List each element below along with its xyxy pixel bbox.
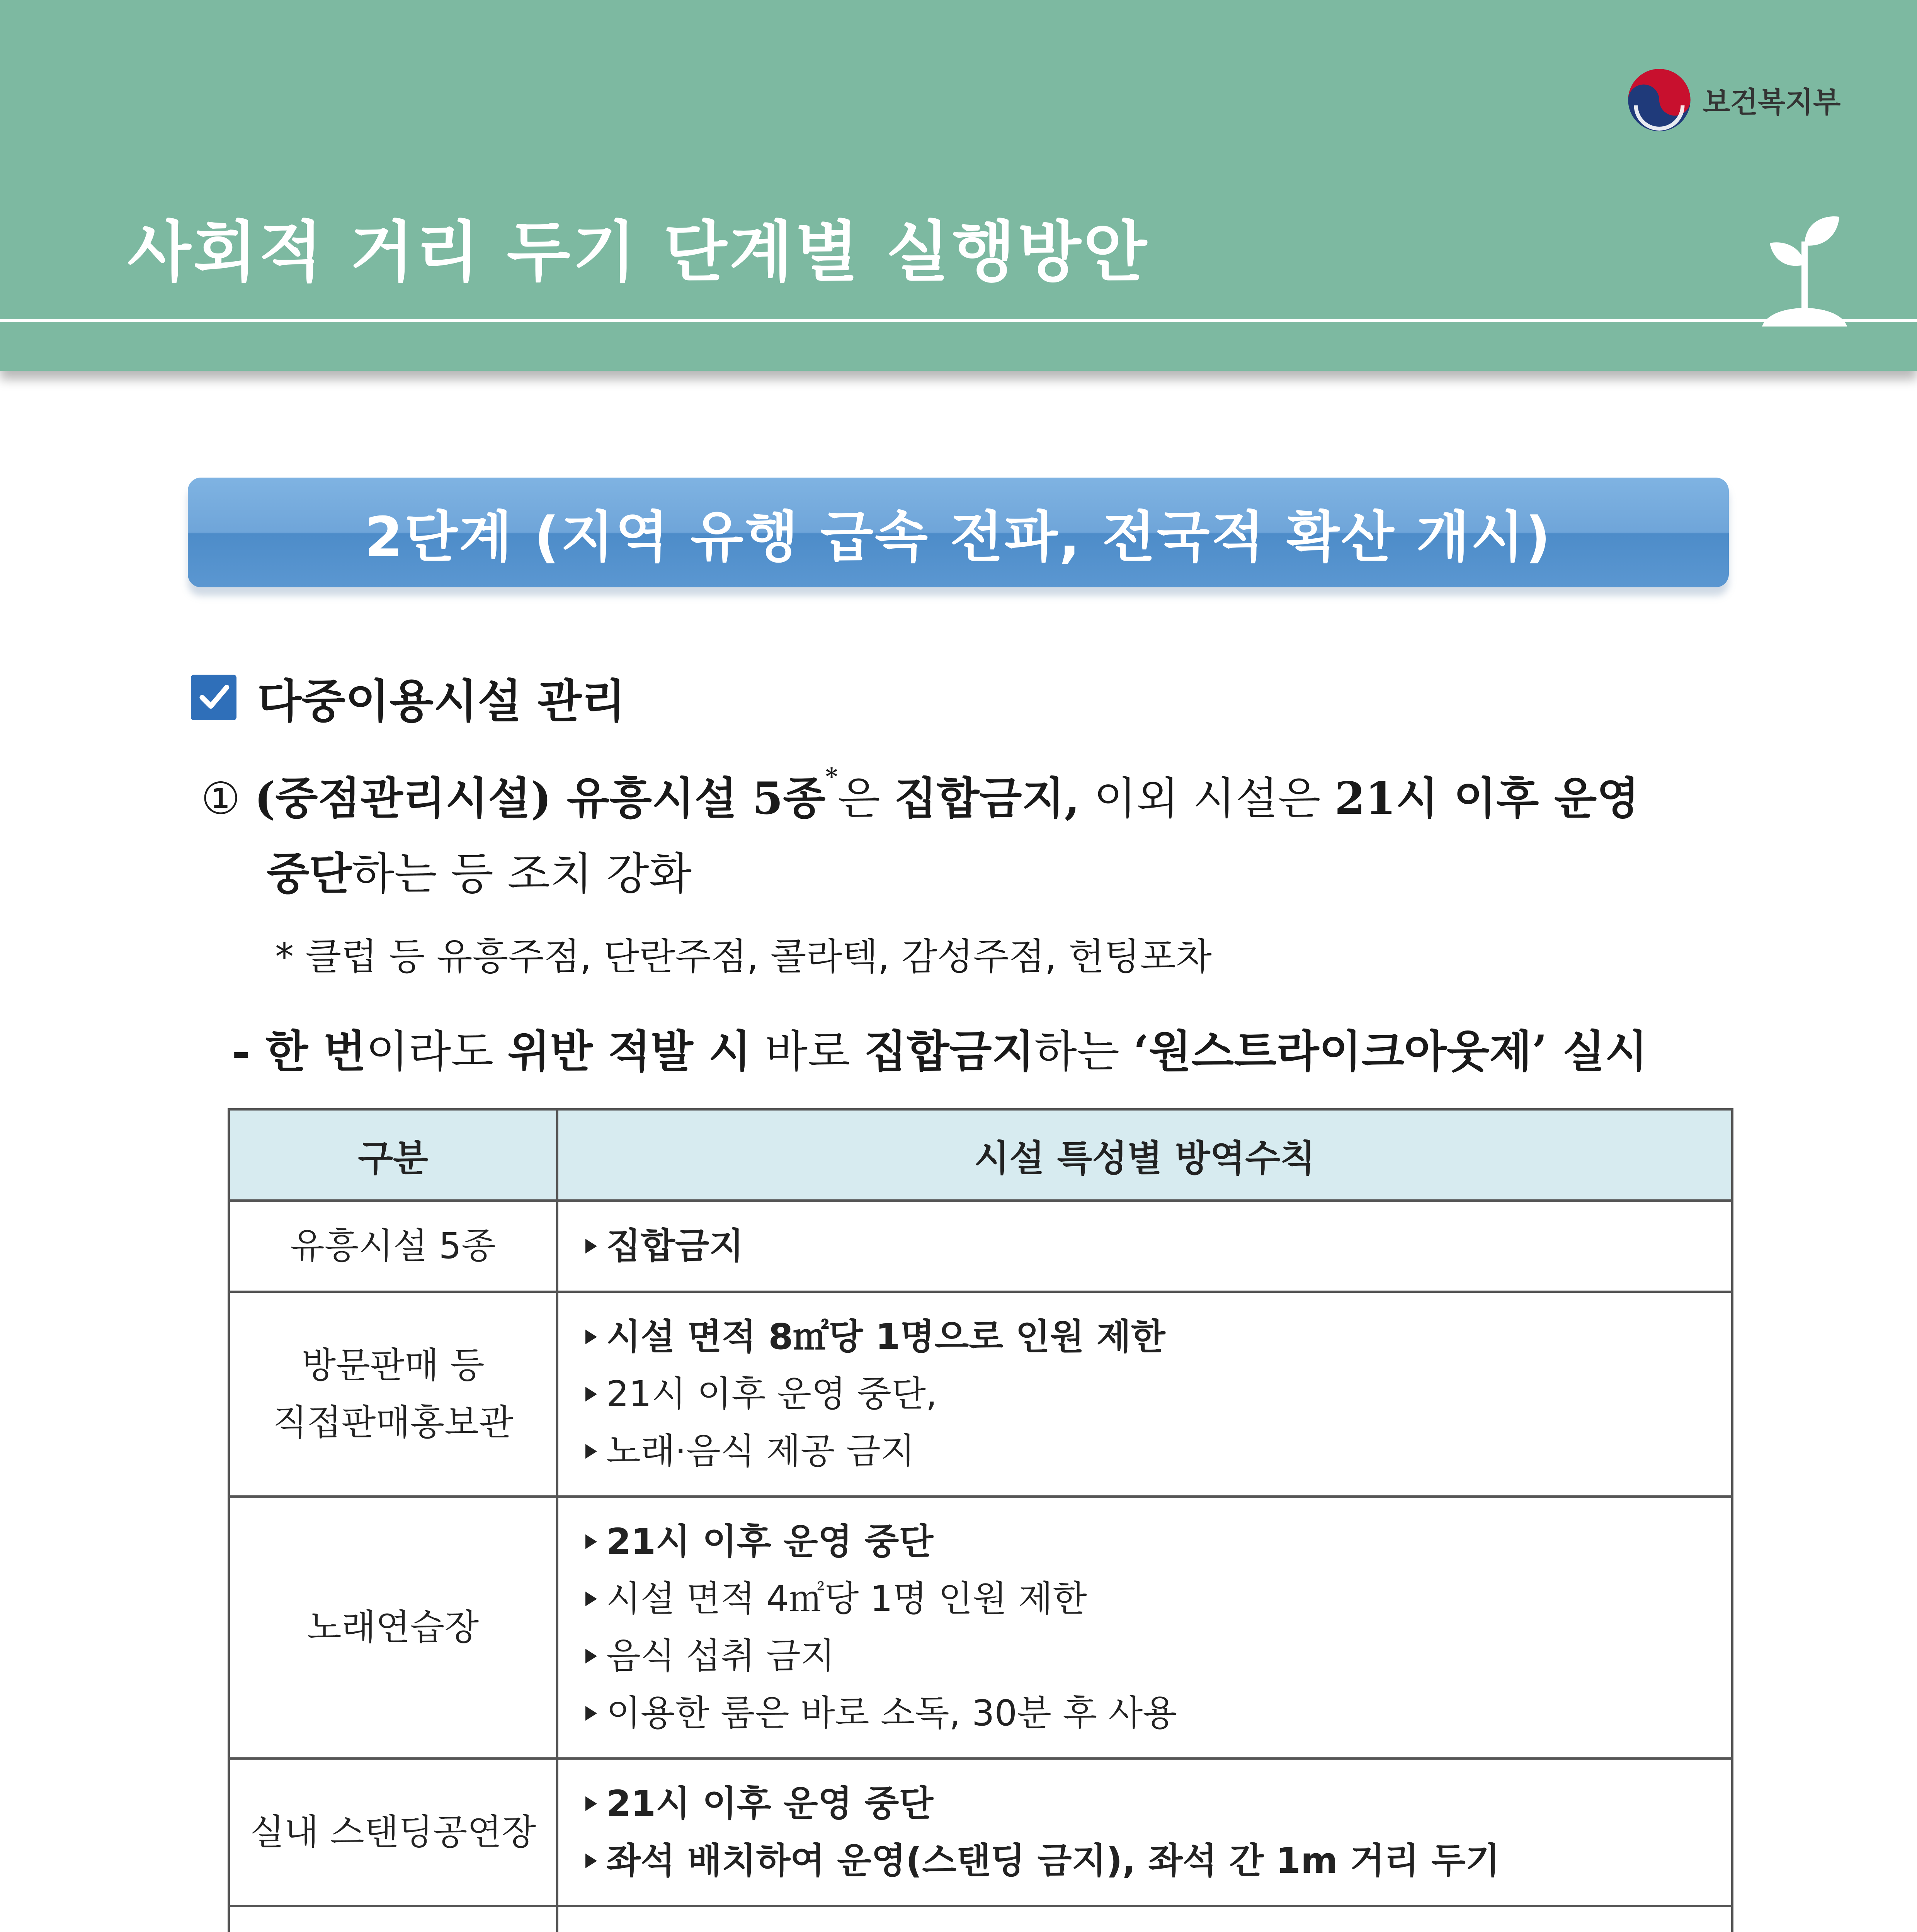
one-strike-line [232,1016,1648,1080]
rule-text: 이용한 룸은 바로 소독, 30분 후 사용 [606,1692,1177,1734]
item-1-line-1 [201,763,1639,827]
rules-cell [557,1497,1732,1759]
category-cell [229,1201,557,1292]
dash: - [232,1026,266,1077]
item-text-bold: 집합금지, [894,772,1080,824]
table-row [229,1497,1732,1759]
footnote: * 클럽 등 유흥주점, 단란주점, 콜라텍, 감성주점, 헌팅포차 [275,935,1212,978]
rule-item [585,1366,1731,1423]
text-bold: 집합금지 [864,1026,1034,1077]
column-header-rules: 시설 특성별 방역수칙 [557,1109,1732,1201]
footnote-star: * [825,763,838,790]
category-label: 방문판매 등 [301,1345,485,1386]
category-label: 실내 스탠딩공연장 [250,1811,536,1853]
category-label: 유흥시설 5종 [290,1225,496,1267]
rules-cell [557,1906,1732,1932]
page-title: 사회적 거리 두기 단계별 실행방안 [128,214,1149,291]
text-bold: 한 번 [265,1026,366,1077]
table-row [229,1906,1732,1932]
ministry-emblem-icon [1627,68,1692,133]
section-heading [191,665,626,730]
rule-text: 좌석 배치하여 운영(스탠딩 금지), 좌석 간 1m 거리 두기 [606,1840,1500,1881]
rules-cell [557,1292,1732,1497]
stage-heading-box [188,478,1729,587]
item-text: 하는 등 조치 강화 [352,848,692,900]
text: 이라도 [366,1026,508,1077]
rule-item [585,1218,1731,1275]
text-bold: ‘원스트라이크아웃제’ 실시 [1133,1026,1648,1077]
item-number: ① [201,773,241,824]
bullet-triangle-icon [585,1706,597,1721]
rule-text: 시설 면적 8㎡당 1명으로 인원 제한 [606,1316,1165,1357]
item-text-bold: (중점관리시설) 유흥시설 5종 [254,772,826,824]
item-text-bold: 중단 [267,848,352,900]
bullet-triangle-icon [585,1387,597,1401]
rule-item [585,1513,1731,1570]
checkbox-icon [191,675,236,720]
category-cell [229,1292,557,1497]
item-text: 이외 시설은 [1080,773,1335,824]
rule-text: 집합금지 [606,1225,744,1267]
text: 바로 [751,1026,864,1077]
text-bold: 위반 적발 시 [507,1026,751,1077]
rule-text: 시설 면적 4㎡당 1명 인원 제한 [606,1578,1087,1619]
text: 하는 [1034,1026,1134,1077]
table-row [229,1759,1732,1906]
rule-item [585,1832,1731,1889]
ministry-name: 보건복지부 [1703,86,1841,119]
rule-text: 음식 섭취 금지 [606,1635,835,1677]
rule-item [585,1308,1731,1366]
header-divider [0,319,1917,322]
rule-text: 21시 이후 운영 중단, [606,1373,937,1415]
rules-cell [557,1201,1732,1292]
category-cell [229,1497,557,1759]
rule-item [585,1423,1731,1480]
rule-text: 21시 이후 운영 중단 [606,1521,934,1562]
rules-table [228,1108,1733,1932]
item-text: 은 [837,773,895,824]
rule-text: 노래·음식 제공 금지 [606,1430,915,1472]
rule-item [585,1930,1731,1932]
rules-cell [557,1759,1732,1906]
stage-title: 2단계 (지역 유행 급속 전파, 전국적 확산 개시) [364,505,1552,569]
table-row [229,1292,1732,1497]
section-title: 다중이용시설 관리 [257,675,626,728]
bullet-triangle-icon [585,1649,597,1663]
rule-text: 21시 이후 운영 중단 [606,1783,934,1824]
bullet-triangle-icon [585,1592,597,1606]
category-label: 노래연습장 [307,1607,479,1648]
category-cell [229,1906,557,1932]
item-1-line-2 [267,838,692,902]
category-label: 직접판매홍보관 [272,1402,514,1443]
bullet-triangle-icon [585,1854,597,1868]
rule-item [585,1685,1731,1742]
bullet-triangle-icon [585,1330,597,1344]
bullet-triangle-icon [585,1239,597,1253]
ministry-logo [1627,68,1840,133]
rule-item [585,1775,1731,1832]
header-banner [0,0,1917,371]
bullet-triangle-icon [585,1534,597,1549]
table-header-row [229,1109,1732,1201]
bullet-triangle-icon [585,1796,597,1811]
bullet-triangle-icon [585,1444,597,1459]
sprout-icon [1762,211,1847,327]
category-cell [229,1759,557,1906]
column-header-category: 구분 [229,1109,557,1201]
rule-item [585,1570,1731,1628]
rule-item [585,1628,1731,1685]
item-text-bold: 21시 이후 운영 [1334,772,1640,824]
table-row [229,1201,1732,1292]
